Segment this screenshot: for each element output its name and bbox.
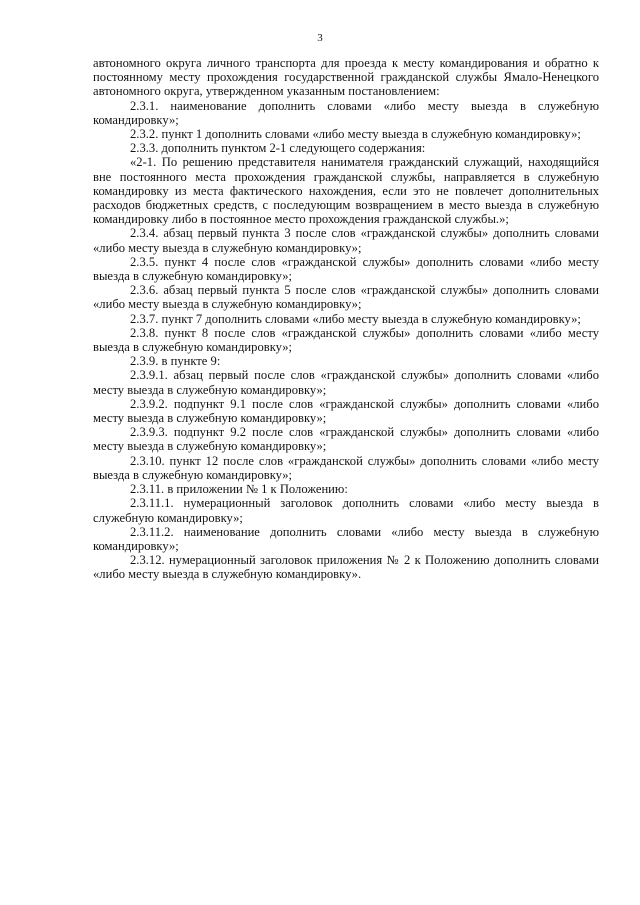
paragraph-2-3-11-1: 2.3.11.1. нумерационный заголовок дополнить словами «либо месту выезда в служебную командировку»;: [93, 496, 599, 525]
paragraph-2-3-9-1: 2.3.9.1. абзац первый после слов «гражданской службы» дополнить словами «либо месту выезда в служебную командировку»;: [93, 368, 599, 397]
paragraph-quoted-2-1: «2-1. По решению представителя нанимателя гражданский служащий, находящийся вне постоянного места прохождения гражданской службы, направляется в служебную командировку из места фактического нахождения, если это не повлечет дополнительных расходов бюджетных средств, с последующим возвращением в место выезда в служебную командировку либо в постоянное место прохождения гражданской службы.»;: [93, 155, 599, 227]
paragraph-continuation: автономного округа личного транспорта для проезда к месту командирования и обратно к постоянному месту прохождения государственной гражданской службы Ямало-Ненецкого автономного округа, утвержденном указанным постановлением:: [93, 56, 599, 99]
paragraph-2-3-5: 2.3.5. пункт 4 после слов «гражданской службы» дополнить словами «либо месту выезда в служебную командировку»;: [93, 254, 599, 284]
page-number: 3: [317, 32, 323, 44]
paragraph-2-3-7: 2.3.7. пункт 7 дополнить словами «либо месту выезда в служебную командировку»;: [130, 311, 581, 326]
paragraph-2-3-2: 2.3.2. пункт 1 дополнить словами «либо месту выезда в служебную командировку»;: [130, 127, 581, 142]
paragraph-2-3-9: 2.3.9. в пункте 9:: [130, 354, 221, 369]
paragraph-2-3-11-2: 2.3.11.2. наименование дополнить словами «либо месту выезда в служебную командировку»;: [93, 524, 599, 553]
paragraph-2-3-3: 2.3.3. дополнить пунктом 2-1 следующего содержания:: [130, 141, 426, 156]
paragraph-2-3-9-3: 2.3.9.3. подпункт 9.2 после слов «гражданской службы» дополнить словами «либо месту выезда в служебную командировку»;: [93, 425, 599, 454]
paragraph-2-3-1: 2.3.1. наименование дополнить словами «либо месту выезда в служебную командировку»;: [93, 98, 599, 127]
paragraph-2-3-8: 2.3.8. пункт 8 после слов «гражданской службы» дополнить словами «либо месту выезда в служебную командировку»;: [93, 325, 599, 355]
paragraph-2-3-11: 2.3.11. в приложении № 1 к Положению:: [130, 482, 348, 497]
document-body: [93, 56, 599, 582]
paragraph-2-3-4: 2.3.4. абзац первый пункта 3 после слов «гражданской службы» дополнить словами «либо месту выезда в служебную командировку»;: [93, 226, 599, 255]
paragraph-2-3-6: 2.3.6. абзац первый пункта 5 после слов «гражданской службы» дополнить словами «либо месту выезда в служебную командировку»;: [93, 283, 599, 312]
paragraph-2-3-10: 2.3.10. пункт 12 после слов «гражданской службы» дополнить словами «либо месту выезда в служебную командировку»;: [93, 453, 599, 482]
paragraph-2-3-9-2: 2.3.9.2. подпункт 9.1 после слов «гражданской службы» дополнить словами «либо месту выезда в служебную командировку»;: [93, 396, 599, 426]
paragraph-2-3-12: 2.3.12. нумерационный заголовок приложения № 2 к Положению дополнить словами «либо месту выезда в служебную командировку».: [93, 553, 599, 582]
